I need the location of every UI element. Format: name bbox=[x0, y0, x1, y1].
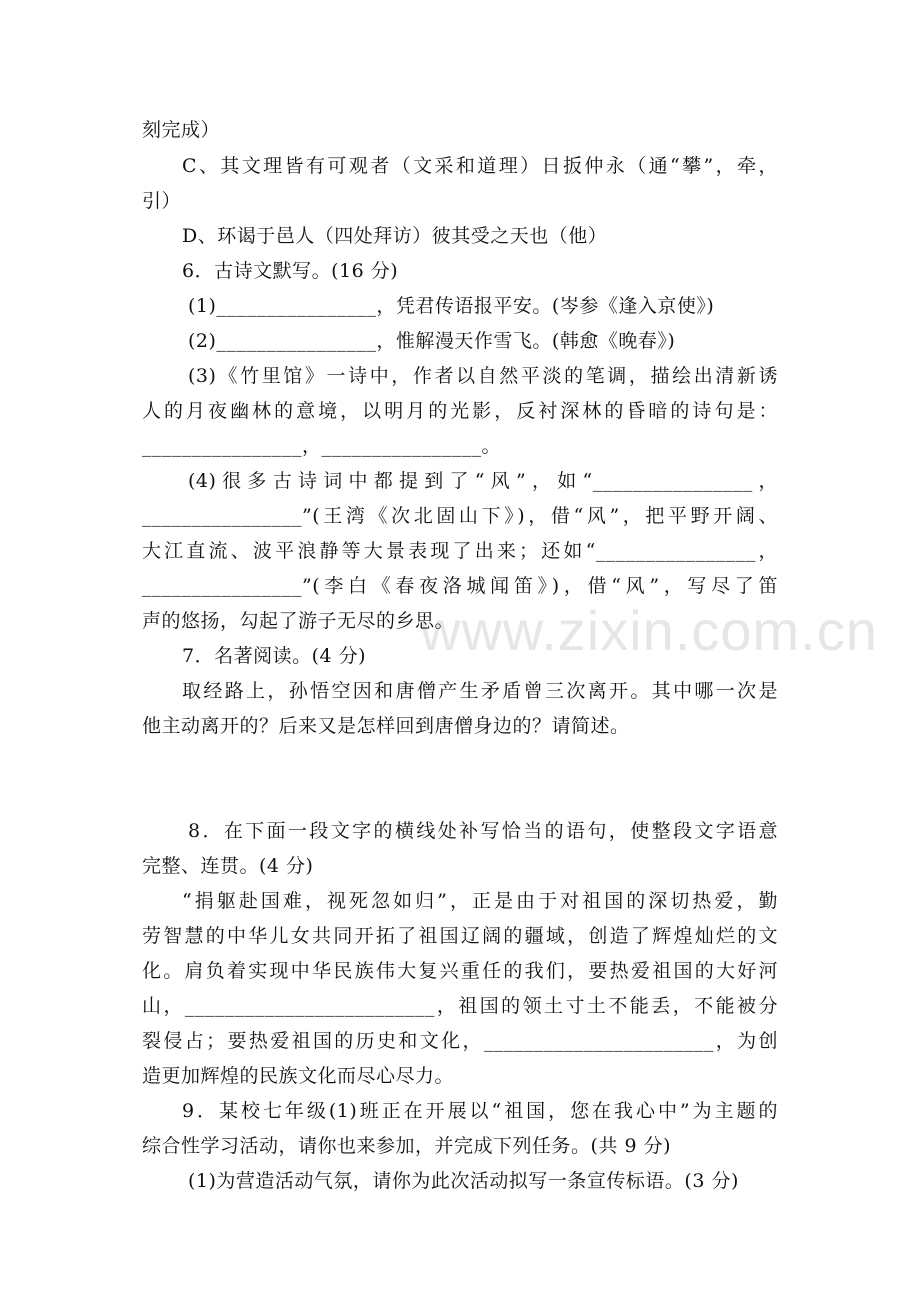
option-d-line: D、环谒于邑人（四处拜访）彼其受之天也（他） bbox=[182, 225, 608, 247]
text-line: ________________”(王湾《次北固山下》)，借“风”，把平野开阔、 bbox=[142, 505, 778, 527]
question-9-item-1: (1)为营造活动气氛，请你为此次活动拟写一条宣传标语。(3 分) bbox=[188, 1170, 739, 1192]
text-line: 声的悠扬，勾起了游子无尽的乡思。 bbox=[142, 610, 455, 632]
text-line: 劳智慧的中华儿女共同开拓了祖国辽阔的疆域，创造了辉煌灿烂的文 bbox=[142, 925, 778, 947]
question-6-item-4: (4)很多古诗词中都提到了“风”，如“________________， bbox=[188, 470, 778, 492]
question-8-heading: 8．在下面一段文字的横线处补写恰当的语句，使整段文字语意 bbox=[188, 820, 778, 842]
text-line: 综合性学习活动，请你也来参加，并完成下列任务。(共 9 分) bbox=[142, 1135, 671, 1157]
text-line: ________________”(李白《春夜洛城闻笛》)，借“风”，写尽了笛 bbox=[142, 575, 778, 597]
text-line: 人的月夜幽林的意境，以明月的光影，反衬深林的昏暗的诗句是： bbox=[142, 400, 778, 422]
question-9-heading: 9．某校七年级(1)班正在开展以“祖国，您在我心中”为主题的 bbox=[182, 1100, 778, 1122]
watermark: www.zixin.com.cn bbox=[420, 599, 878, 662]
text-line: 山，_________________________，祖国的领土寸土不能丢，不能被分 bbox=[142, 995, 778, 1017]
text-line: 引） bbox=[142, 190, 182, 212]
text-line: 完整、连贯。(4 分) bbox=[142, 855, 314, 877]
answer-blank-line: ________________，________________。 bbox=[142, 435, 502, 457]
text-line: 刻完成） bbox=[142, 119, 221, 141]
question-6-item-2: (2)________________，惟解漫天作雪飞。(韩愈《晚春》) bbox=[188, 330, 676, 352]
text-line: 化。肩负着实现中华民族伟大复兴重任的我们，要热爱祖国的大好河 bbox=[142, 960, 778, 982]
question-7-heading: 7．名著阅读。(4 分) bbox=[182, 645, 367, 667]
question-7-text: 取经路上，孙悟空因和唐僧产生矛盾曾三次离开。其中哪一次是 bbox=[182, 680, 778, 702]
question-6-heading: 6．古诗文默写。(16 分) bbox=[182, 260, 399, 282]
text-line: 大江直流、波平浪静等大景表现了出来；还如“________________， bbox=[142, 540, 778, 562]
text-line: 造更加辉煌的民族文化而尽心尽力。 bbox=[142, 1065, 455, 1087]
text-line: 裂侵占；要热爱祖国的历史和文化，_______________________，为创 bbox=[142, 1030, 778, 1052]
text-line: 他主动离开的？后来又是怎样回到唐僧身边的？请简述。 bbox=[142, 715, 630, 737]
question-6-item-3: (3)《竹里馆》一诗中，作者以自然平淡的笔调，描绘出清新诱 bbox=[188, 365, 778, 387]
option-c-line: C、其文理皆有可观者（文采和道理）日扳仲永（通“攀”，牵， bbox=[182, 155, 778, 177]
question-8-passage: “捐躯赴国难，视死忽如归”，正是由于对祖国的深切热爱，勤 bbox=[182, 890, 778, 912]
question-6-item-1: (1)________________，凭君传语报平安。(岑参《逢入京使》) bbox=[188, 295, 715, 317]
